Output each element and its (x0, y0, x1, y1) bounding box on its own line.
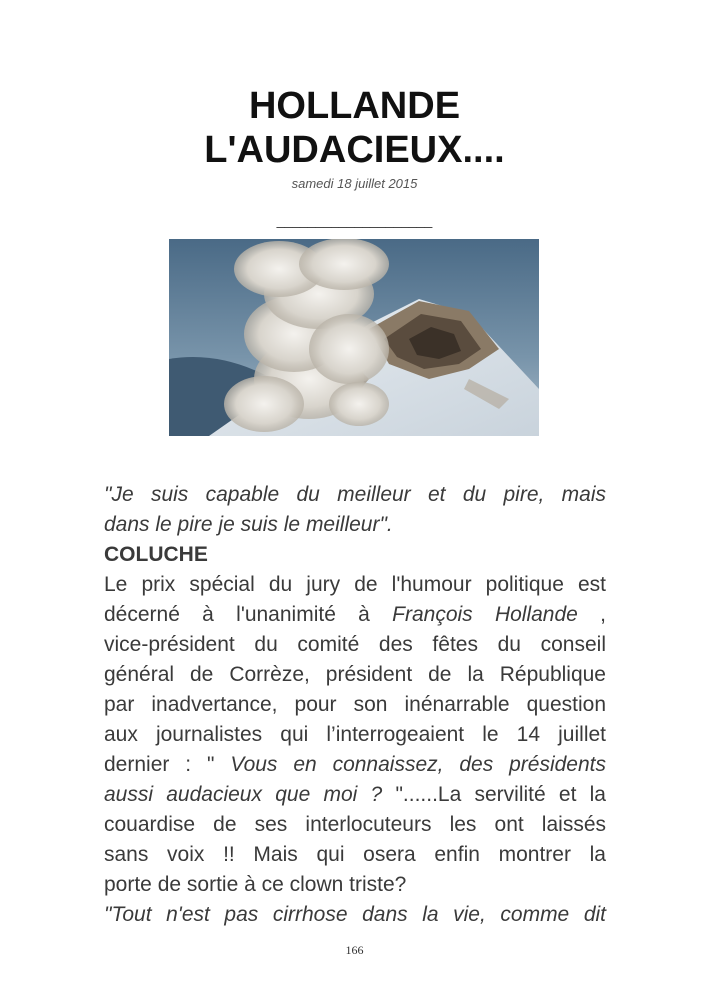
article-body (104, 480, 606, 930)
article-title (0, 84, 709, 172)
quote-line-2: dans le pire je suis le meilleur". (104, 513, 393, 536)
article-date: samedi 18 juillet 2015 (291, 176, 418, 191)
body-line: porte de sortie à ce clown triste? (104, 873, 407, 896)
body-line: dernier : " Vous en connaissez, des présidents (104, 753, 606, 776)
body-line: vice-président du comité des fêtes du conseil (104, 633, 606, 656)
body-line: général de Corrèze, président de la République (104, 663, 606, 686)
title-line-1: HOLLANDE (248, 85, 461, 127)
body-line: Le prix spécial du jury de l'humour politique est (104, 573, 606, 596)
volcano-photo (169, 239, 539, 436)
quote-line-1: "Je suis capable du meilleur et du pire, mais (104, 483, 606, 506)
title-line-2: L'AUDACIEUX.... (204, 129, 505, 171)
body-line: par inadvertance, pour son inénarrable question (104, 693, 606, 716)
hollande-quote-part-2: aussi audacieux que moi ? (104, 783, 396, 806)
body-line-quote: "Tout n'est pas cirrhose dans la vie, comme dit (104, 903, 606, 926)
body-line: aux journalistes qui l’interrogeaient le 14 juillet (104, 723, 606, 746)
body-line: sans voix !! Mais qui osera enfin montrer la (104, 843, 606, 866)
page-number: 166 (345, 943, 364, 957)
name-francois-hollande: François Hollande (392, 603, 578, 626)
hollande-quote-part-1: Vous en connaissez, des présidents (230, 753, 606, 776)
separator-line: ____________________ (276, 212, 433, 228)
body-line: couardise de ses interlocuteurs les ont laissés (104, 813, 606, 836)
body-line: décerné à l'unanimité à François Hollande , (104, 603, 606, 626)
body-line: aussi audacieux que moi ? "......La servilité et la (104, 783, 606, 806)
quote-author: COLUCHE (104, 543, 208, 566)
